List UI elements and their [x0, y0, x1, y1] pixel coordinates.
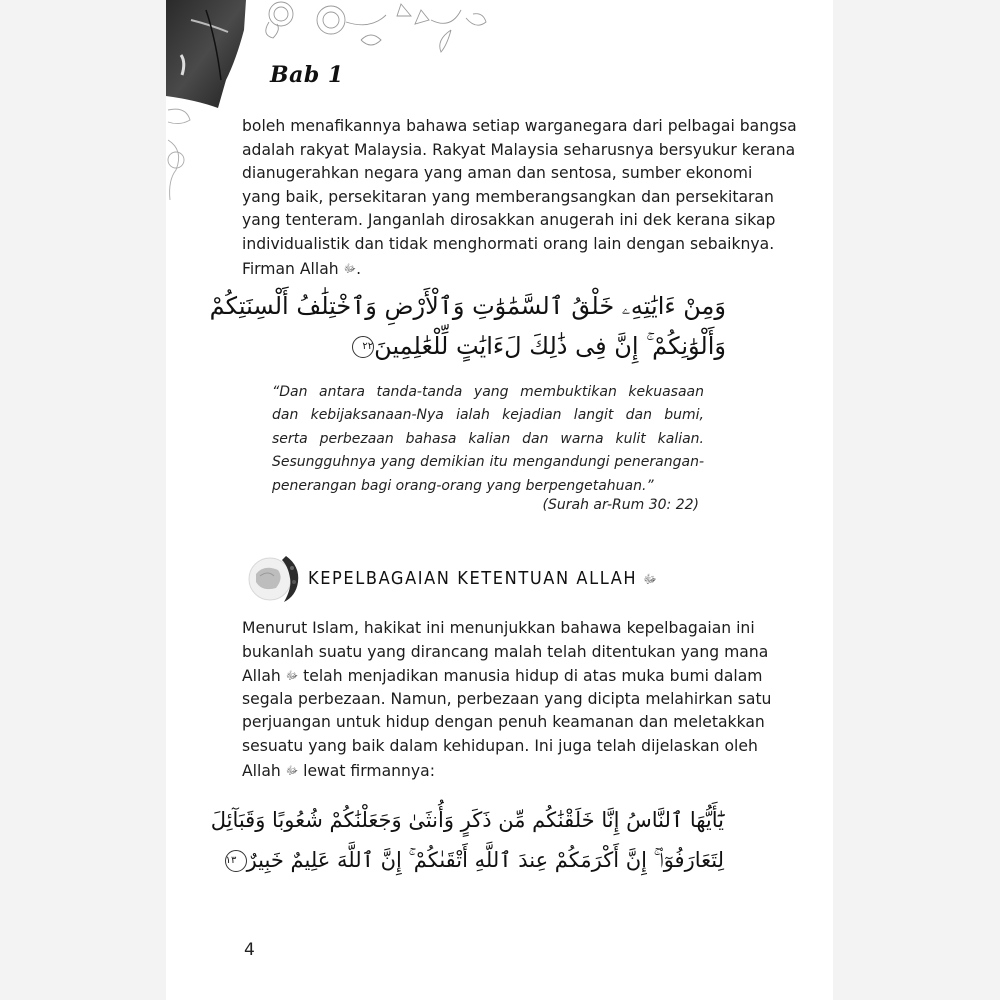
- allah-honorific-icon: ﷻ: [343, 261, 357, 275]
- book-page: [166, 0, 833, 1000]
- section-title: [308, 568, 657, 589]
- section-title-text: KEPELBAGAIAN KETENTUAN ALLAH: [308, 567, 638, 589]
- paragraph-line: yang tenteram. Janganlah dirosakkan anugerah ini dek kerana sikap: [242, 211, 776, 230]
- verse-citation: (Surah ar-Rum 30: 22): [542, 497, 699, 513]
- arabic-line: [225, 840, 724, 880]
- section-heading: [242, 548, 657, 608]
- allah-honorific-icon: ﷻ: [285, 669, 299, 683]
- section-paragraph: [242, 617, 772, 782]
- arabic-line: يَٰٓأَيُّهَا ٱلنَّاسُ إِنَّا خَلَقْنَٰكُم مِّن ذَكَرٍ وَأُنثَىٰ وَجَعَلْنَٰكُمْ شُعُوبًا وَقَبَآئِلَ: [210, 808, 724, 832]
- allah-honorific-icon: ﷻ: [643, 571, 657, 586]
- quran-verse-arabic: [210, 800, 724, 880]
- paragraph-line: yang baik, persekitaran yang memberangsangkan dan persekitaran: [242, 187, 774, 206]
- quran-verse-arabic: [209, 286, 726, 366]
- paragraph-line-text: Allah: [242, 761, 281, 780]
- paragraph-line: bukanlah suatu yang dirancang malah telah ditentukan yang mana: [242, 642, 769, 661]
- translation-line: Sesungguhnya yang demikian itu mengandungi penerangan-: [272, 454, 704, 471]
- paragraph-line-text: lewat firmannya:: [298, 761, 435, 780]
- paragraph-line: segala perbezaan. Namun, perbezaan yang dicipta melahirkan satu: [242, 689, 772, 708]
- arabic-line-text: وَأَلْوَٰنِكُمْ ۚ إِنَّ فِى ذَٰلِكَ لَءَايَٰتٍ لِّلْعَٰلِمِينَ: [374, 332, 726, 360]
- translation-line: dan kebijaksanaan-Nya ialah kejadian langit dan bumi,: [272, 407, 704, 424]
- paragraph-line-text: Allah: [242, 667, 281, 686]
- paragraph-line: adalah rakyat Malaysia. Rakyat Malaysia seharusnya bersyukur kerana: [242, 140, 796, 159]
- paragraph-line: dianugerahkan negara yang aman dan sentosa, sumber ekonomi: [242, 164, 753, 183]
- paragraph-line: [242, 664, 763, 688]
- translation-line: serta perbezaan bahasa kalian dan warna kulit kalian.: [272, 430, 704, 447]
- allah-honorific-icon: ﷻ: [285, 763, 299, 777]
- chapter-label: Bab 1: [270, 62, 344, 88]
- paragraph-line: Menurut Islam, hakikat ini menunjukkan bahawa kepelbagaian ini: [242, 619, 755, 637]
- paragraph-line-text: Firman Allah: [242, 259, 339, 278]
- ayah-number-marker: ٢٢: [352, 336, 374, 358]
- monstera-leaf-decoration-icon: [166, 0, 246, 110]
- translation-line: “Dan antara tanda-tanda yang membuktikan kekuasaan: [272, 384, 704, 400]
- intro-paragraph: [242, 115, 797, 280]
- paragraph-line: individualistik dan tidak menghormati orang lain dengan sebaiknya.: [242, 234, 775, 253]
- translation-line: penerangan bagi orang-orang yang berpengetahuan.”: [272, 477, 654, 494]
- ayah-number-marker: ١٣: [225, 850, 247, 872]
- paragraph-line: [242, 759, 742, 783]
- arabic-line: [256, 326, 726, 366]
- floral-decoration-icon: [251, 0, 501, 60]
- paragraph-line: perjuangan untuk hidup dengan penuh keamanan dan meletakkan: [242, 713, 765, 732]
- moon-leaf-emblem-icon: [242, 548, 304, 608]
- paragraph-line-text: telah menjadikan manusia hidup di atas muka bumi dalam: [298, 667, 763, 686]
- arabic-line-text: لِتَعَارَفُوٓا۟ ۚ إِنَّ أَكْرَمَكُمْ عِندَ ٱللَّهِ أَتْقَىٰكُمْ ۚ إِنَّ ٱللَّهَ عَلِيمٌ خَبِيرٌ: [246, 848, 724, 872]
- paragraph-line-end: .: [356, 259, 362, 278]
- paragraph-line: boleh menafikannya bahawa setiap warganegara dari pelbagai bangsa: [242, 117, 797, 135]
- verse-translation: [272, 381, 704, 498]
- paragraph-line: [242, 257, 742, 281]
- arabic-line: وَمِنْ ءَايَٰتِهِۦ خَلْقُ ٱلسَّمَٰوَٰتِ وَٱلْأَرْضِ وَٱخْتِلَٰفُ أَلْسِنَتِكُمْ: [209, 292, 726, 320]
- page-number: 4: [244, 940, 255, 960]
- floral-vine-decoration-icon: [166, 100, 206, 210]
- paragraph-line: sesuatu yang baik dalam kehidupan. Ini juga telah dijelaskan oleh: [242, 736, 758, 755]
